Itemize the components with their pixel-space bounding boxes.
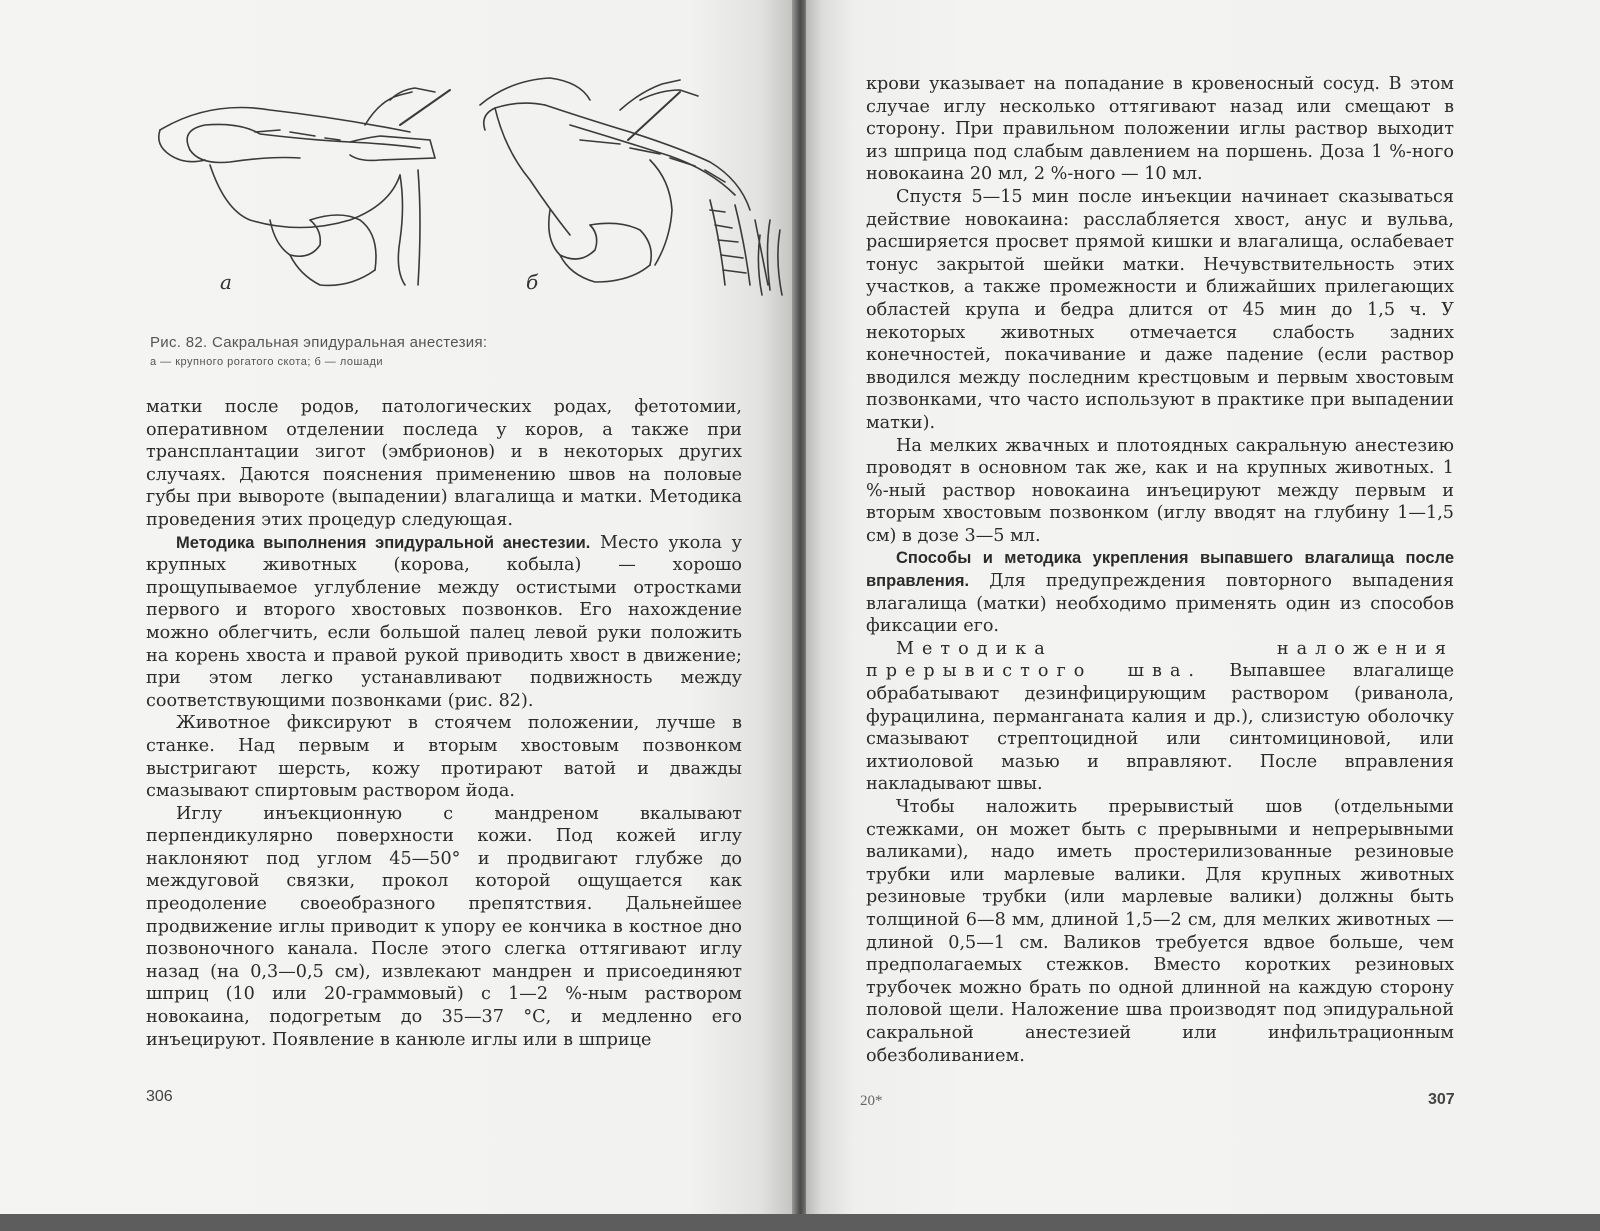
- right-paragraph-5: [866, 638, 1454, 796]
- right-paragraph-2: Спустя 5—15 мин после инъекции начинает сказываться действие новокаина: расслабляется хвост, анус и вульва, расширяется просвет прямой кишки и влагалища, ослабевает тонус закрытой шейки матки. Нечувствительность этих участков, а также промежности и ближайших прилегающих областей крупа и бедра длится от 45 мин до 1,5 ч. У некоторых животных отмечается слабость задних конечностей, покачивание и даже падение (если раствор вводился между последним крестцовым и первым хвостовым позвонками, что часто используют в практике при выпадении матки).: [866, 186, 1454, 433]
- figure-caption: [150, 334, 750, 368]
- page-number-right: 307: [1428, 1091, 1455, 1108]
- right-heading-4: Способы и методика укрепления выпавшего влагалища после вправления.: [866, 549, 1454, 591]
- scan-bottom-edge: [0, 1214, 1600, 1231]
- left-paragraph-4: Иглу инъекционную с мандреном вкалывают перпендикулярно поверхности кожи. Под кожей иглу наклоняют под углом 45—50° и продвигают глубже до междуговой связки, прокол которой ощущается как преодоление своеобразного препятствия. Дальнейшее продвижение иглы приводит к упору ее кончика в костное дно позвоночного канала. После этого слегка оттягивают иглу назад (на 0,3—0,5 см), извлекают мандрен и присоединяют шприц (10 или 20-граммовый) с 1—2 %-ным раствором новокаина, подогретым до 35—37 °С, и медленно его инъецируют. Появление в канюле иглы или в шприце: [146, 803, 742, 1050]
- caption-title: Рис. 82. Сакральная эпидуральная анестезия:: [150, 334, 488, 351]
- right-heading-5: Методика наложения прерывистого шва.: [866, 638, 1454, 682]
- figure-label-a: а: [220, 270, 232, 294]
- figure-label-b: б: [526, 270, 539, 294]
- caption-legend: а — крупного рогатого скота; б — лошади: [150, 356, 384, 368]
- right-paragraph-5-text: Выпавшее влагалище обрабатывают дезинфицирующим раствором (риванола, фурацилина, перманганата калия и др.), слизистую оболочку смазывают стрептоцидной или синтомициновой, или ихтиоловой мазью и вправляют. После вправления накладывают швы.: [866, 661, 1454, 795]
- left-paragraph-1: матки после родов, патологических родах, фетотомии, оперативном отделении последа у коров, а также при трансплантации зигот (эмбрионов) и в некоторых других случаях. Даются пояснения применению швов на половые губы при вывороте (выпадении) влагалища и матки. Методика проведения этих процедур следующая.: [146, 397, 742, 530]
- right-page: [806, 0, 1600, 1231]
- left-page-text: [146, 396, 742, 1051]
- right-paragraph-3: На мелких жвачных и плотоядных сакральную анестезию проводят в основном так же, как и на крупных животных. 1 %-ный раствор новокаина инъецируют между первым и вторым хвостовым позвонком (иглу вводят на глубину 1—1,5 см) в дозе 3—5 мл.: [866, 435, 1454, 546]
- right-paragraph-4: [866, 547, 1454, 637]
- right-paragraph-1: крови указывает на попадание в кровеносный сосуд. В этом случае иглу несколько оттягивают назад или смещают в сторону. При правильном положении иглы раствор выходит из шприца под слабым давлением на поршень. Доза 1 %-ного новокаина 20 мл, 2 %-ного — 10 мл.: [866, 74, 1454, 185]
- figure-82-illustration: [150, 70, 790, 310]
- right-paragraph-4-text: Для предупреждения повторного выпадения влагалища (матки) необходимо применять один из способов фиксации его.: [866, 571, 1455, 637]
- left-paragraph-3: Животное фиксируют в стоячем положении, лучше в станке. Над первым и вторым хвостовым позвонком выстригают шерсть, кожу протирают ватой и дважды смазывают спиртовым раствором йода.: [146, 713, 742, 802]
- left-paragraph-2: [146, 532, 742, 713]
- figure-82: [150, 70, 790, 310]
- right-paragraph-6: Чтобы наложить прерывистый шов (отдельными стежками, он может быть с прерывными и непрерывными валиками), надо иметь простерилизованные резиновые трубки или марлевые валики. Для крупных животных резиновые трубки (или марлевые валики) должны быть толщиной 6—8 мм, длиной 1,5—2 см, для мелких животных — длиной 0,5—1 см. Валиков требуется вдвое больше, чем предполагаемых стежков. Вместо коротких резиновых трубочек можно брать по одной длинной на каждую сторону половой щели. Наложение шва производят под эпидуральной сакральной анестезией или инфильтрационным обезболиванием.: [866, 797, 1454, 1066]
- signature-mark: 20*: [860, 1093, 883, 1109]
- page-number-left: 306: [146, 1088, 173, 1105]
- right-page-text: [866, 73, 1454, 1067]
- left-paragraph-2-text: Место укола у крупных животных (корова, кобыла) — хорошо прощупываемое углубление между остистыми отростками первого и второго хвостовых позвонков. Его нахождение можно облегчить, если большой палец левой руки положить на корень хвоста и правой рукой приводить хвост в движение; при этом легко устанавливают подвижность между соответствующими позвонками (рис. 82).: [146, 532, 742, 711]
- left-heading-2: Методика выполнения эпидуральной анестезии.: [176, 533, 591, 552]
